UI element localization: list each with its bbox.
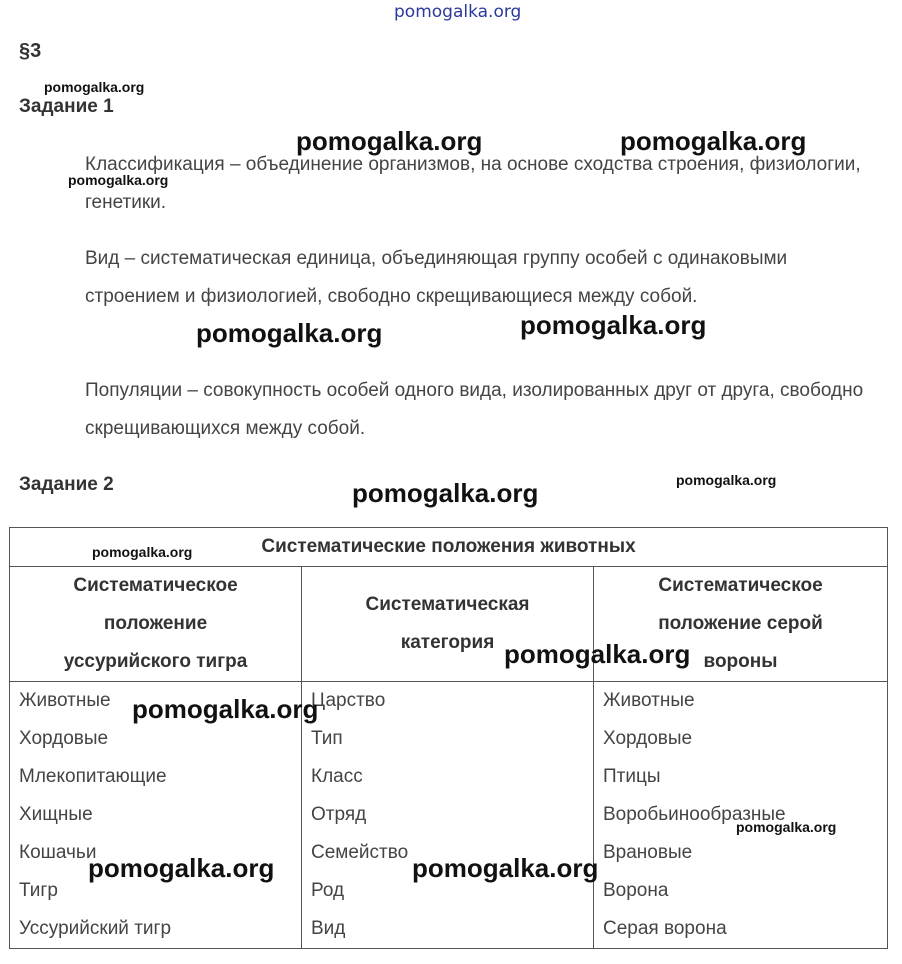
watermark: pomogalka.org	[132, 694, 319, 724]
cell-tiger-order: Хищные	[19, 804, 93, 825]
cell-crow-phylum: Хордовые	[603, 728, 693, 749]
watermark: pomogalka.org	[620, 126, 807, 156]
header-tiger-position: Систематическое положение уссурийского тигра	[10, 567, 302, 682]
cell-category-family: Семейство	[311, 842, 409, 863]
watermark: pomogalka.org	[676, 472, 777, 488]
watermark: pomogalka.org	[736, 819, 837, 835]
cell-category-species: Вид	[311, 918, 346, 939]
watermark: pomogalka.org	[196, 318, 383, 348]
task-2-heading: Задание 2	[19, 474, 114, 495]
cell-category-class: Класс	[311, 766, 363, 787]
column-crow	[594, 682, 888, 949]
watermark: pomogalka.org	[352, 478, 539, 508]
cell-tiger-genus: Тигр	[19, 880, 58, 901]
watermark: pomogalka.org	[412, 853, 599, 883]
header-crow-position: Систематическое положение серой вороны	[594, 567, 888, 682]
task-1-heading: Задание 1	[19, 96, 114, 117]
watermark: pomogalka.org	[520, 310, 707, 340]
section-number: §3	[19, 40, 42, 62]
task-1-paragraph-population: Популяции – совокупность особей одного вида, изолированных друг от друга, свободно скрещивающихся между собой.	[85, 380, 864, 439]
table-caption: Систематические положения животных	[10, 528, 888, 567]
task-1-paragraph-classification: Классификация – объединение организмов, на основе сходства строения, физиологии, генетики.	[85, 154, 861, 213]
cell-crow-species: Серая ворона	[603, 918, 727, 939]
watermark: pomogalka.org	[68, 172, 169, 188]
cell-category-kingdom: Царство	[311, 690, 386, 711]
watermark: pomogalka.org	[44, 79, 145, 95]
cell-category-phylum: Тип	[311, 728, 343, 749]
watermark-top: pomogalka.org	[394, 2, 522, 22]
watermark: pomogalka.org	[296, 126, 483, 156]
cell-category-genus: Род	[311, 880, 345, 901]
cell-crow-order: Воробьинообразные	[603, 804, 786, 825]
cell-tiger-species: Уссурийский тигр	[19, 918, 172, 939]
cell-crow-kingdom: Животные	[603, 690, 695, 711]
cell-tiger-family: Кошачьи	[19, 842, 97, 863]
header-category: Систематическая категория	[302, 567, 594, 682]
task-1-paragraph-species: Вид – систематическая единица, объединяющая группу особей с одинаковыми строением и физиологией, свободно скрещивающиеся между собой.	[85, 248, 788, 307]
column-category	[302, 682, 594, 949]
cell-crow-genus: Ворона	[603, 880, 669, 901]
cell-crow-family: Врановые	[603, 842, 693, 863]
cell-tiger-kingdom: Животные	[19, 690, 111, 711]
cell-crow-class: Птицы	[603, 766, 661, 787]
cell-category-order: Отряд	[311, 804, 367, 825]
watermark: pomogalka.org	[92, 544, 193, 560]
watermark: pomogalka.org	[88, 853, 275, 883]
cell-tiger-class: Млекопитающие	[19, 766, 167, 787]
cell-tiger-phylum: Хордовые	[19, 728, 109, 749]
systematics-table	[9, 527, 888, 949]
watermark: pomogalka.org	[504, 639, 691, 669]
